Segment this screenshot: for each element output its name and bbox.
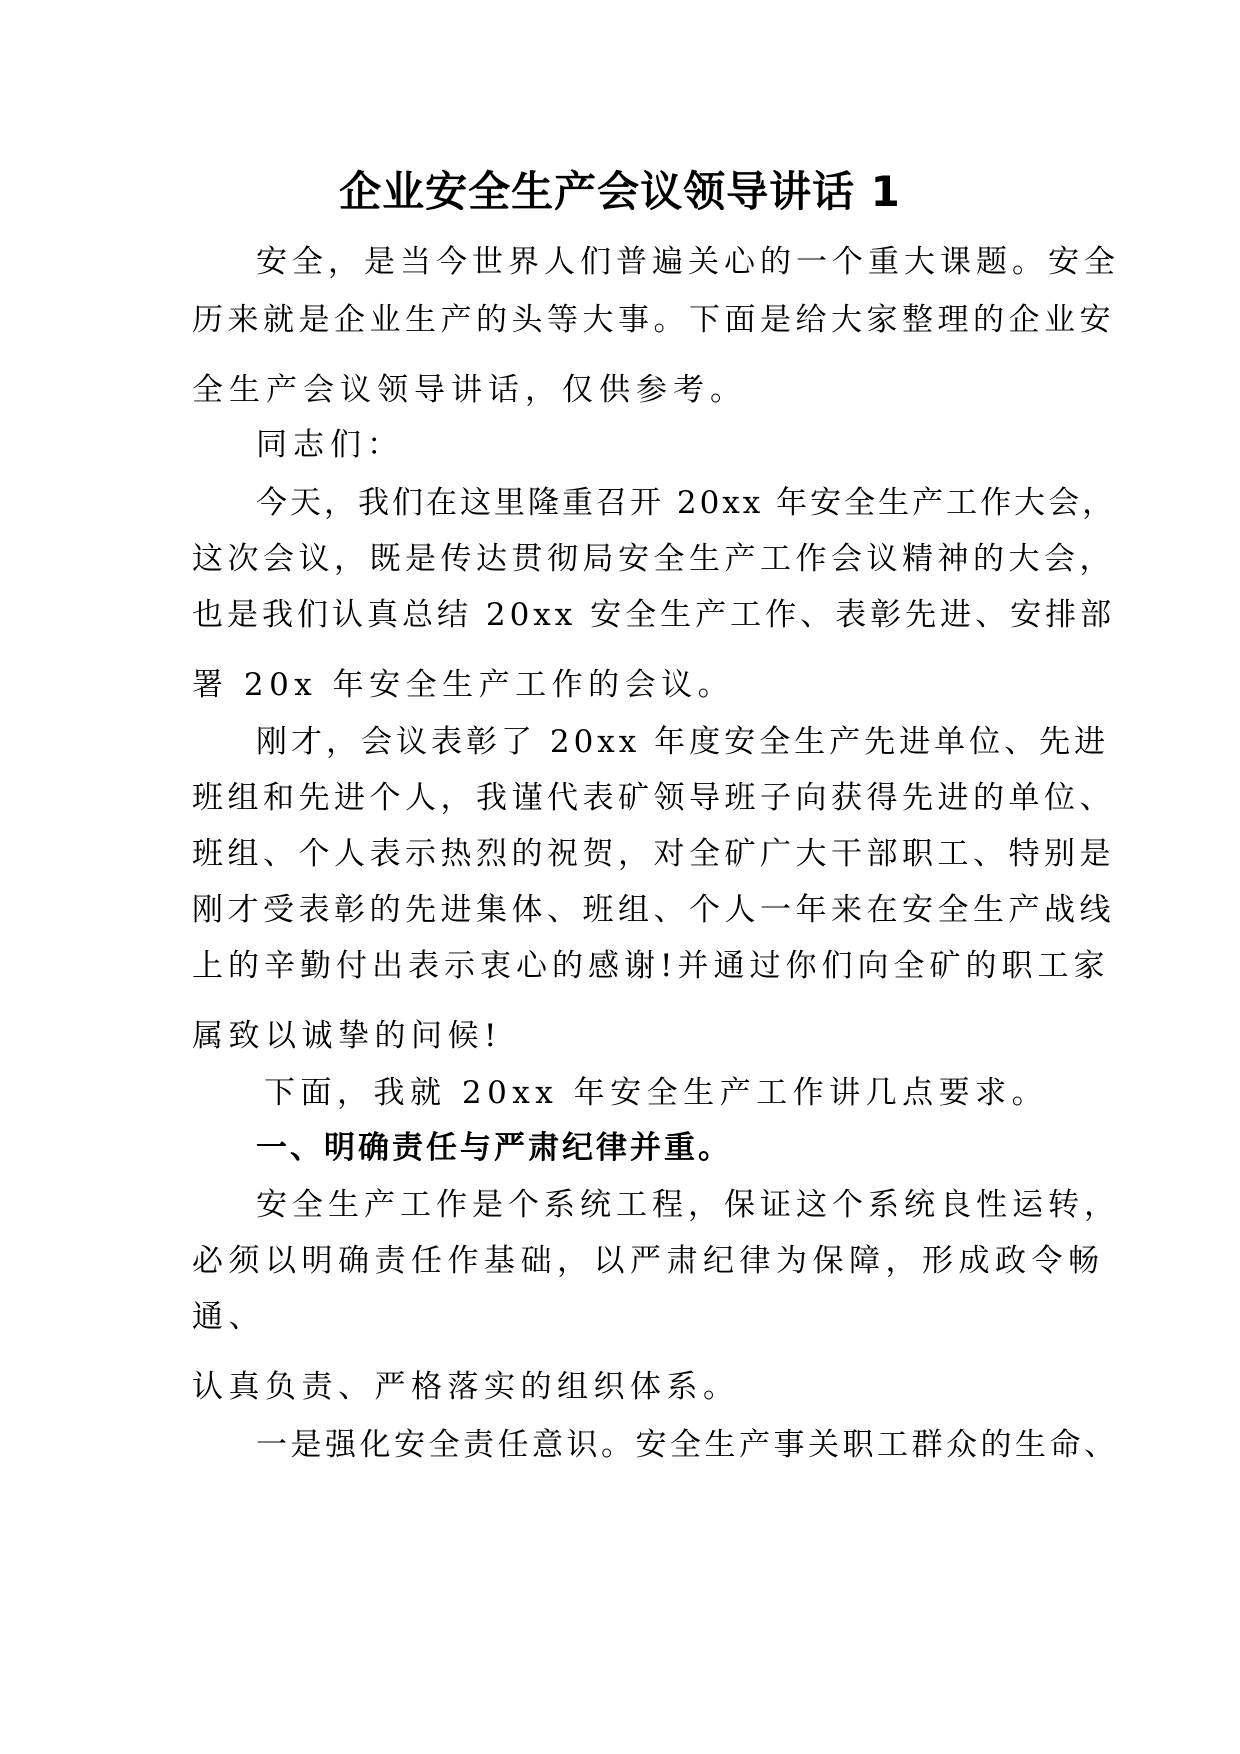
paragraph-line: 班组和先进个人，我谨代表矿领导班子向获得先进的单位、 <box>192 780 1115 816</box>
paragraph-line: 一是强化安全责任意识。安全生产事关职工群众的生命、 <box>256 1427 1119 1463</box>
paragraph-line: 也是我们认真总结 20xx 安全生产工作、表彰先进、安排部 <box>192 597 1116 633</box>
paragraph-line: 上的辛勤付出表示衷心的感谢!并通过你们向全矿的职工家 <box>192 948 1110 984</box>
paragraph-line: 班组、个人表示热烈的祝贺，对全矿广大干部职工、特别是 <box>192 836 1115 872</box>
paragraph-line: 下面，我就 20xx 年安全生产工作讲几点要求。 <box>264 1075 1049 1111</box>
section-heading: 一、明确责任与严肃纪律并重。 <box>256 1130 732 1166</box>
paragraph-line: 属致以诚挚的问候! <box>192 1018 502 1054</box>
paragraph-line: 刚才，会议表彰了 20xx 年度安全生产先进单位、先进 <box>256 724 1110 760</box>
paragraph-line: 署 20x 年安全生产工作的会议。 <box>192 667 735 703</box>
paragraph-line: 安全，是当今世界人们普遍关心的一个重大课题。安全 <box>256 244 1120 280</box>
paragraph-line: 刚才受表彰的先进集体、班组、个人一年来在安全生产战线 <box>192 892 1115 928</box>
greeting-line: 同志们： <box>256 427 404 463</box>
paragraph-line: 安全生产工作是个系统工程，保证这个系统良性运转， <box>256 1187 1120 1223</box>
paragraph-line: 必须以明确责任作基础，以严肃纪律为保障，形成政令畅 <box>192 1243 1105 1279</box>
document-title: 企业安全生产会议领导讲话 1 <box>339 167 901 216</box>
paragraph-line: 全生产会议领导讲话，仅供参考。 <box>192 372 747 408</box>
paragraph-line: 今天，我们在这里隆重召开 20xx 年安全生产工作大会， <box>256 485 1117 521</box>
paragraph-line: 历来就是企业生产的头等大事。下面是给大家整理的企业安 <box>192 302 1115 338</box>
paragraph-line: 认真负责、严格落实的组织体系。 <box>192 1369 740 1405</box>
paragraph-line: 这次会议，既是传达贯彻局安全生产工作会议精神的大会， <box>192 541 1115 577</box>
paragraph-line: 通、 <box>192 1299 265 1335</box>
